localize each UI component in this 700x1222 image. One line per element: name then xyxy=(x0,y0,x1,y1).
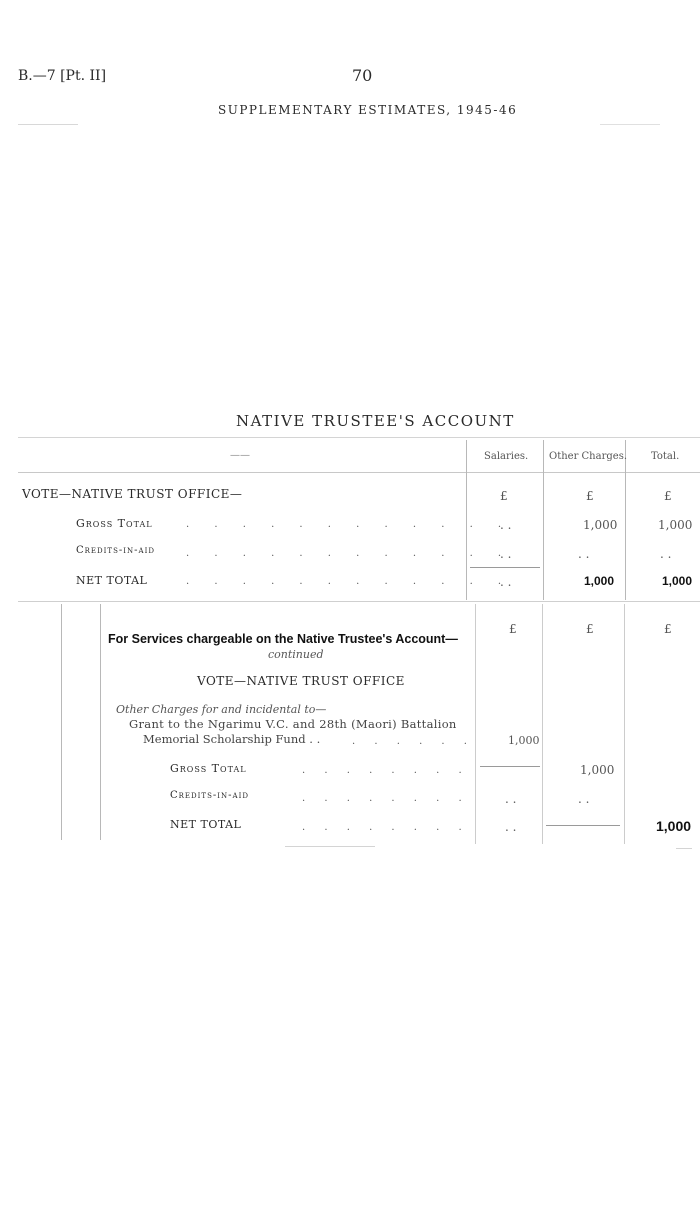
running-title: SUPPLEMENTARY ESTIMATES, 1945-46 xyxy=(218,103,518,117)
summary-row-dots: . . . . . . . . . . . . xyxy=(186,519,502,530)
detail-grant-amount: 1,000 xyxy=(508,734,540,747)
detail-row-dots: . . . . . . . . xyxy=(302,822,462,833)
summary-bottom-rule xyxy=(18,601,700,602)
column-divider-2 xyxy=(543,440,544,600)
summary-currency-other: £ xyxy=(586,489,594,503)
detail-left-rule-2 xyxy=(100,604,101,840)
header-rule xyxy=(18,124,78,125)
summary-row-other: 1,000 xyxy=(584,574,615,588)
account-title: NATIVE TRUSTEE'S ACCOUNT xyxy=(236,412,515,430)
detail-other-charges-intro: Other Charges for and incidental to— xyxy=(116,703,327,716)
detail-row-salaries: . . xyxy=(505,792,517,806)
summary-row-label: Credits-in-aid xyxy=(76,545,155,556)
detail-row-label: NET TOTAL xyxy=(170,818,242,831)
summary-row-total: 1,000 xyxy=(662,574,693,588)
summary-row-dots: . . . . . . . . . . . . xyxy=(186,548,502,559)
detail-row-dots: . . . . . . . . xyxy=(302,765,462,776)
detail-left-rule-1 xyxy=(61,604,62,840)
detail-bottom-rule-right xyxy=(676,848,692,849)
summary-row-other: 1,000 xyxy=(583,518,618,532)
summary-row-label: Gross Total xyxy=(76,517,153,530)
detail-grant-line-1: Grant to the Ngarimu V.C. and 28th (Maori) Battalion xyxy=(129,717,457,731)
detail-continued: continued xyxy=(268,648,324,661)
detail-column-divider-2 xyxy=(542,604,543,844)
document-reference: B.—7 [Pt. II] xyxy=(18,68,107,84)
detail-row-other: . . xyxy=(578,792,590,806)
summary-row-total: . . xyxy=(660,547,672,561)
summary-row-salaries: . . xyxy=(500,518,512,532)
detail-row-label: Gross Total xyxy=(170,762,247,775)
detail-gross-rule xyxy=(480,766,540,767)
detail-column-divider-3 xyxy=(624,604,625,844)
column-divider-3 xyxy=(625,440,626,600)
summary-row-total: 1,000 xyxy=(658,518,693,532)
column-header-dash: —— xyxy=(230,450,250,461)
detail-row-salaries: . . xyxy=(505,820,517,834)
summary-currency-salaries: £ xyxy=(500,489,508,503)
summary-row-label: NET TOTAL xyxy=(76,574,148,587)
net-total-rule-salaries xyxy=(470,567,540,568)
detail-net-rule xyxy=(546,825,620,826)
summary-row-other: . . xyxy=(578,547,590,561)
summary-row-dots: . . . . . . . . . . . . xyxy=(186,576,502,587)
detail-currency-total: £ xyxy=(664,622,672,636)
detail-row-dots: . . . . . . . . xyxy=(302,793,462,804)
detail-column-divider-1 xyxy=(475,604,476,844)
table-top-rule xyxy=(18,437,700,438)
column-header-rule xyxy=(18,472,700,473)
detail-vote-title: VOTE—NATIVE TRUST OFFICE xyxy=(197,674,405,688)
column-header-salaries: Salaries. xyxy=(484,451,529,462)
column-header-total: Total. xyxy=(651,451,680,462)
detail-row-label: Credits-in-aid xyxy=(170,790,249,801)
detail-currency-salaries: £ xyxy=(509,622,517,636)
detail-currency-other: £ xyxy=(586,622,594,636)
summary-currency-total: £ xyxy=(664,489,672,503)
summary-row-salaries: . . xyxy=(500,547,512,561)
detail-heading: For Services chargeable on the Native Trustee's Account— xyxy=(108,632,458,646)
summary-vote-label: VOTE—NATIVE TRUST OFFICE— xyxy=(22,487,243,501)
detail-bottom-rule xyxy=(285,846,375,847)
detail-grant-dots: . . . . . . xyxy=(352,736,467,747)
column-header-other-charges: Other Charges. xyxy=(549,451,627,462)
detail-row-total: 1,000 xyxy=(656,818,692,834)
detail-grant-line-2: Memorial Scholarship Fund . . xyxy=(143,732,321,746)
header-rule-right xyxy=(600,124,660,125)
page-number: 70 xyxy=(352,66,373,85)
summary-row-salaries: . . xyxy=(500,575,512,589)
detail-row-other: 1,000 xyxy=(580,763,615,777)
